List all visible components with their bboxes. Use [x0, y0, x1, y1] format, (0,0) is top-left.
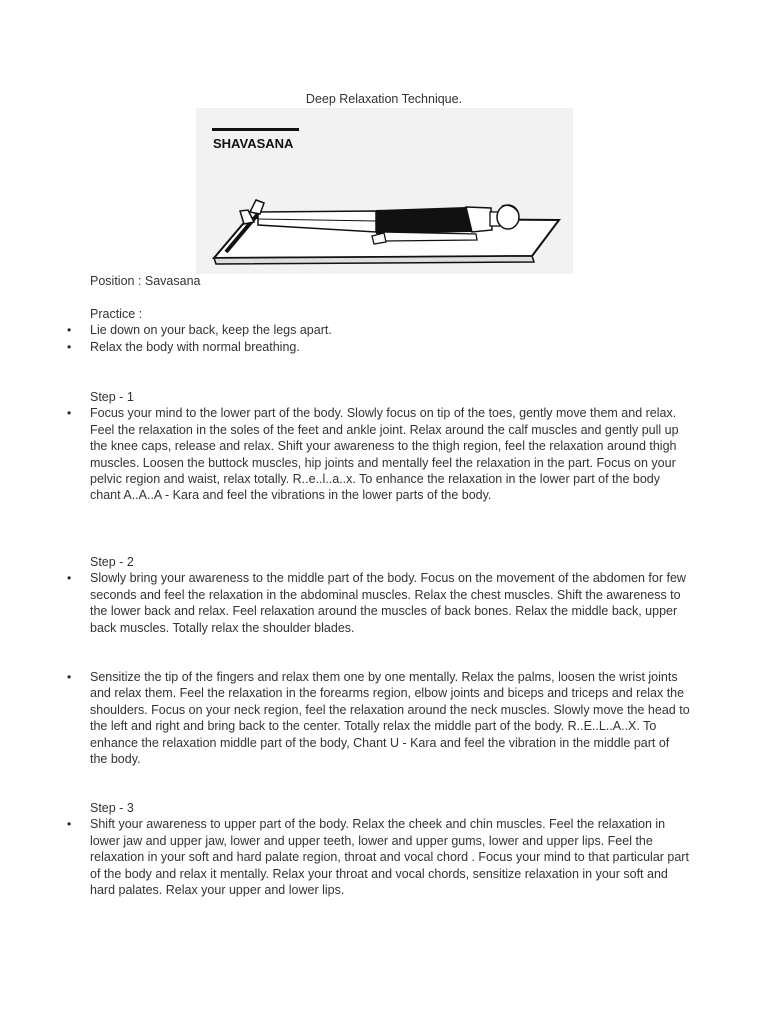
figure-label: SHAVASANA [213, 136, 294, 151]
shavasana-illustration [196, 108, 573, 274]
list-item: • Lie down on your back, keep the legs apart. [90, 322, 690, 338]
list-item: • Focus your mind to the lower part of the body. Slowly focus on tip of the toes, gently move them and relax. Feel the relaxation in the soles of the feet and ankle joint. Relax around the calf muscles and gently pull up the knee caps, release and relax. Shift your awareness to the thigh region, feel the relaxation around thigh muscles. Loosen the buttock muscles, hip joints and mentally feel the relaxation in the part. Focus on your pelvic region and waist, relax totally. R..e..l..a..x. To enhance the relaxation in the lower part of the body chant A..A..A - Kara and feel the vibrations in the lower parts of the body. [90, 405, 690, 503]
step-1-heading: Step - 1 [90, 390, 134, 404]
list-item: • Slowly bring your awareness to the middle part of the body. Focus on the movement of the abdomen for few seconds and feel the relaxation in the abdominal muscles. Relax the chest muscles. Shift the awareness to the lower back and relax. Feel relaxation around the muscles of back bones. Relax the middle back, upper back muscles. Totally relax the shoulder blades. [90, 570, 690, 636]
step-3-heading: Step - 3 [90, 801, 134, 815]
step-2-list-continued [90, 669, 690, 767]
step-2-heading: Step - 2 [90, 555, 134, 569]
list-item: • Shift your awareness to upper part of the body. Relax the cheek and chin muscles. Feel the relaxation in lower jaw and upper jaw, lower and upper teeth, lower and upper gums, lower and upper lips. Feel the relaxation in your soft and hard palate region, throat and vocal chord . Focus your mind to that particular part of the body and relax it mentally. Relax your throat and vocal chords, sensitize relaxation in your soft and hard palates. Relax your upper and lower lips. [90, 816, 690, 898]
step-1-list [90, 405, 690, 503]
list-item: • Sensitize the tip of the fingers and relax them one by one mentally. Relax the palms, loosen the wrist joints and relax them. Feel the relaxation in the forearms region, elbow joints and biceps and triceps and relax the shoulders. Focus on your neck region, feel the relaxation around the neck muscles. Slowly move the head to the left and right and bring back to the center. Totally relax the middle part of the body. R..E..L..A..X. To enhance the relaxation middle part of the body, Chant U - Kara and feel the vibration in the middle part of the body. [90, 669, 690, 767]
practice-list [90, 322, 690, 355]
practice-heading: Practice : [90, 307, 143, 321]
position-line: Position : Savasana [90, 274, 201, 288]
step-3-list [90, 816, 690, 898]
document-title: Deep Relaxation Technique. [305, 92, 463, 106]
list-item: • Relax the body with normal breathing. [90, 339, 690, 355]
step-2-list [90, 570, 690, 636]
